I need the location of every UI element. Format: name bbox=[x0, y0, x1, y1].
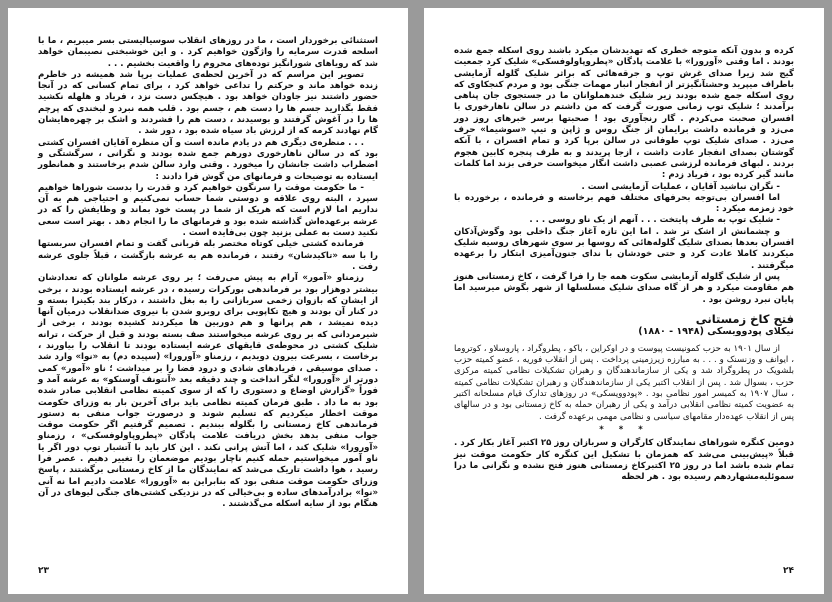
left-paragraph-2: تصویر این مراسم که در آخرین لحظه‌ی عملیات برپا شد همیشه در خاطرم زنده خواهد ماند و حرکتم را تداعی خواهد کرد ، برای تمام کسانی که در آنجا حضور داشتند نیز جاودان خواهد بود . هیچکس دست نزد ، فریاد و هلهله نکشید فقط بگذارید جسم ها را دست هم ، جسم بود . قلب همه نبرد و لبخندی که پرچم ها را در آغوش گرفتند و بوسیدند ، دست هم را فشردند و اشک بر چهره‌هایشان گام نهادند کرمه که از لرزش باد سیاه شده بود ، دور شد . bbox=[38, 69, 378, 137]
left-page-number: ۲۳ bbox=[38, 566, 49, 576]
left-paragraph-6: رزمناو «آمور» آرام به پیش می‌رفت ؛ بر روی عرشه ملوانان که تعدادشان بیشتر دوهزار بود بر فرماندهی بورکرات رسیده ، در عرشه ایستاده بودند ، برخی از ایشان که بازوان زخمی سربازانی را به بغل داشتند ، درکار بند بکینرا بسته و در کنار آن بودند و هیچ تکاپویی برای روبرو شدن با نیروی ضدانقلاب درمیان آنها دیده نمیشد ، هم پرانها و هم دوربین ها میکردند کشیده بودند ، برخی از شیرمردانی که بر روی عرشه میخواستند صف بسته بودند و قبل از حرکت ، ترانه شلیک کشتی در محوطه‌ی قایقهای عرشه ایستاده بودند تا انقلاب را بیاورند ، برخاست ، بسرعت بیرون دویدیم ، رزمناو «آورورا» (سپیده دم) به «نوا» وارد شد . صدای موسیقی ، فریادهای شادی و درود فضا را بر میداشت ؛ ناو «آمور» کمی دورتر از «آورورا» لنگر انداخت و چند دقیقه بعد «آنتونف آوسنکو» به عرشه آمد و فوراً «گزارش اوضاع و دستوری را که از سوی کمیته نظامی انقلابی صادر شده بود به ما داد . طبق فرمان کمیته نظامی باید برای آخرین بار به وزرای حکومت موقت اخطار میکردیم که تسلیم شوند و درصورت جواب منفی به دستور فرماندهی کاخ زمستانی را بگلوله ببندیم . تصمیم گرفتیم اگر حکومت موقت جواب منفی بدهد بخش دریافت علامت پادگان «پطروپاولوفسکی» ، رزمناو «آورورا» شلیک کند ، اما آتش پرانی نکند . این کار باید با آتشبار توپ دور اگر یا ناو آمور میخواستیم حمله کنیم ناچار بودیم موضعمان را تغییر دهیم . عصر فرا رسید ، هوا داشت تاریک می‌شد که نمایندگان ما از کاخ زمستانی برگشتند ، پاسخ وزرای حکومت موقت منفی بود که بنابراین به «آورورا» علامت دادیم اما نه آنی «نوا» برادرآمدهای ساده و بی‌خیالی که در نزدیکی کشتی‌های جنگی لیوهای در آن هنگام بود از سایه اسکله می‌گذشتند . bbox=[38, 273, 378, 510]
dialogue-line-3: - شلیک توپ به طرف پایتخت . . . آنهم از یک ناو روسی . . . bbox=[529, 215, 780, 226]
left-paragraph-3: . . . منظره‌ی دیگری هم در یادم مانده است و آن منظره آقایان افسران کشتی بود که در سالن ناهارخوری دورهم جمع شده بودند و نگرانی ، سرگشتگی و اضطراب داشت جانشان را میخورد . وقتی وارد سالن شدم برخاستند و همانطور ایستاده به توضیحات و فرمانهای من گوش فرا دادند : bbox=[38, 137, 378, 182]
dialogue-line-2: اما افسران بی‌توجه بحرفهای مختلف فهم برخاسته و فرمانده ، برخورده با خود زمزمه میکرد : bbox=[454, 192, 794, 215]
section-divider-stars: * * * bbox=[599, 424, 649, 435]
right-page-text bbox=[454, 46, 794, 554]
closing-paragraph: دومین کنگره شوراهای نمایندگان کارگران و سربازان روز ۲۵ اکتبر آغاز بکار کرد . قبلاً «پیش‌بینی می‌شد که همزمان با تشکیل این کنگره کار حکومت موقت نیز تمام شده باشد اما در روز ۲۵ اکتبرکاخ زمستانی هنوز فتح نشده و نگرانی ما درا سموئلیه‌مشهاردهم رسیده بود . هر لحظه bbox=[454, 438, 795, 483]
left-page bbox=[8, 8, 408, 594]
left-paragraph-5: فرمانده کشتی خیلی کوتاه مختصر بله قربانی گفت و تمام افسران سربستها را با سه «تاکیدشان» رفتند ، فرمانده هم به عرشه بازگشت ، قبلاً جلوی عرشه رفت . bbox=[38, 239, 378, 272]
dialogue-line-4: و چشمانش از اشک تر شد . اما این تازه آغاز جنگ داخلی بود وگوش‌آذکان افسران بعدها بصدای شلیک گلوله‌هائی که روسها بر سوی شهرهای روسیه شلیک میکردند کاملا عادت کرد و حتی خودشان با ندای جنون‌آمیزی ابتکار را برعهده میگرفتند . bbox=[454, 226, 794, 271]
dialogue-line-1: - نگران نباشید آقایان ، عملیات آزمایشی است . bbox=[581, 181, 780, 192]
left-page-text bbox=[38, 36, 378, 558]
author-line: نیکلای پودوویسکی (۱۹۴۸ - ۱۸۸۰) bbox=[638, 325, 794, 337]
section-title: فتح کاخ زمستانی bbox=[695, 311, 794, 326]
dialogue-line-5: پس از شلیک گلوله آزمایشی سکوت همه جا را فرا گرفت ، کاخ زمستانی هنوز هم مقاومت میکرد و هر از گاه صدای شلیک مسلسلها از شهر بگوش میرسید اما پایان نبرد روشن بود . bbox=[454, 271, 794, 305]
left-paragraph-4: - ما حکومت موقت را سرنگون خواهیم کرد و قدرت را بدست شوراها خواهیم سپرد ، البته روی علاقه و دوستی شما حساب نمی‌کنیم و احتیاجی هم به آن نداریم اما لازم است که هریک از شما در پست خود بماند و وظایفش را که در عرشه برعهده‌اش گذاشته شده بود و فرمانهای ما را انجام دهد . بهتر است سعی نکنید دست به عملی بزنید چون بی‌فایده است . bbox=[38, 182, 378, 239]
left-paragraph-1: استثنائی برخوردار است ، ما در روزهای انقلاب سوسیالیستی بسر میبریم ، ما با اسلحه قدرت سرمایه را واژگون خواهیم کرد . و این خوشبختی نصیبمان خواهد شد که رویاهای شورانگیز توده‌های محروم را واقعیت بخشیم . . . bbox=[38, 36, 378, 69]
right-page-number: ۲۴ bbox=[783, 566, 794, 576]
right-page bbox=[424, 8, 824, 594]
biography-paragraph: از سال ۱۹۰۱ به حزب کمونیست پیوست و در اوکراین ، باکو ، پطروگراد ، پاروسلاو ، کوتروما ، ایوانف و وزنسنک و . . . به مبارزه زیرزمینی پرداخت . پس از انقلاب فوریه ، عضو کمیته حزب بلشویک در پطروگراد شد و یکی از سازماندهندگان و رهبران تشکیلات نظامی کمیته مرکزی حزب ، بسوال شد . پس از انقلاب اکتبر یکی از سازماندهندگان و رهبران تشکیلات نظامی کمیته ، سال ۱۹۰۷ به کمیسر امور نظامی بود . «پودوویسکی» در روزهای تدارک قیام مسلحانه اکتبر به عضویت کمیته نظامی انقلابی درآمد و یکی از رهبران حمله به کاخ زمستانی بود و در سالهای پس از انقلاب عهده‌دار مقامهای سیاسی و نظامی مهمی برعهده گرفت . bbox=[454, 343, 794, 422]
right-paragraph-1: کرده و بدون آنکه متوجه خطری که تهدیدشان میکرد باشند روی اسکله جمع شده بودند . اما وقتی «آورورا» با علامت پادگان «پطروپاولوفسکی» شلیک کرد جمعیت گیج شد زیرا صدای غرش توپ و جرقه‌هائی که براثر شلیک گلوله آزمایشی باطراف میپرید وحشتآنگیزتر از انفجار انبار مهمات جنگی بود و مردم کنجکاوی که روی اسکله جمع شده بودند زیر شلیک خندهملوانان ما در جستجوی جان پناهی برآمدند ؛ شلیک توپ زمانی صورت گرفت که من داشتم در سالن ناهارخوری با افسران صحبت می‌کردم . گار رنجآوری بود ! صحبتها برسر خبرهای روز دور می‌زد و فرمانده داشت برایمان از جنگ روس و ژاپن و تیپ «سوشیما» حرف می‌زد . صدای شلیک توپ طوفانی در سالن برپا کرد و تمام افسران ، با آنکه گوشتان بصدای انفجار عادت داشت ، ازجا پریدند و به طرف پنجره کابین هجوم بردند . لبهای فرمانده لرزشی عصبی داشت انگار میخواست حرفی بزند اما کلمات مانند گیر کرده بود ، فریاد زدم : bbox=[454, 46, 794, 181]
